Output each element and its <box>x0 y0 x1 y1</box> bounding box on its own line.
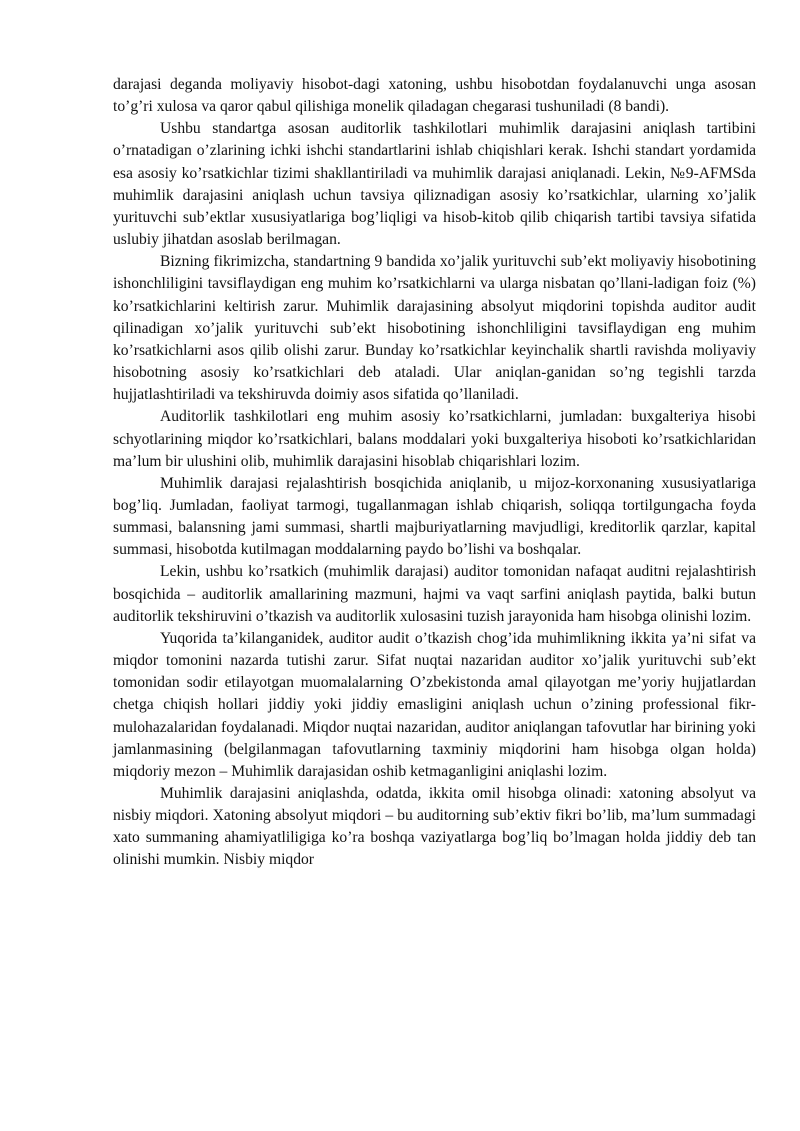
paragraph-4: Auditorlik tashkilotlari eng muhim asosiy ko’rsatkichlarni, jumladan: buxgalteriya hisobi schyotlarining miqdor ko’rsatkichlari, balans moddalari yoki buxgalteriya hisoboti ko’rsatkichlaridan ma’lum bir ulushini olib, muhimlik darajasini hisoblab chiqarishlari lozim. <box>113 408 756 470</box>
paragraph-3: Bizning fikrimizcha, standartning 9 bandida xo’jalik yurituvchi sub’ekt moliyaviy hisobotining ishonchliligini tavsiflaydigan eng muhim ko’rsatkichlarni va ularga nisbatan qo’llani-ladigan foiz (%) ko’rsatkichlarini keltirish zarur. Muhimlik darajasining absolyut miqdorini topishda auditor audit qilinadigan xo’jalik yurituvchi sub’ekt hisobotining ishonchliligini tavsiflaydigan eng muhim ko’rsatkichlarni asos qilib olishi zarur. Bunday ko’rsatkichlar keyinchalik shartli ravishda moliyaviy hisobotning asosiy ko’rsatkichlari deb ataladi. Ular aniqlan-ganidan so’ng tegishli tarzda hujjatlashtiriladi va tekshiruvda doimiy asos sifatida qo’llaniladi. <box>113 253 756 404</box>
paragraph-2: Ushbu standartga asosan auditorlik tashkilotlari muhimlik darajasini aniqlash tartibini o’rnatadigan o’zlarining ichki ishchi standartlarini ishlab chiqishlari kerak. Ishchi standart yordamida esa asosiy ko’rsatkichlar tizimi shakllantiriladi va muhimlik darajasi aniqlanadi. Lekin, №9-AFMSda muhimlik darajasini aniqlash uchun tavsiya qiliznadigan asosiy ko’rsatkichlar, ularning xo’jalik yurituvchi sub’ektlar xususiyatlariga bog’liqligi va hisob-kitob qilib chiqarish tartibi tavsiya sifatida uslubiy jihatdan asoslab berilmagan. <box>113 120 756 249</box>
paragraph-1: darajasi deganda moliyaviy hisobot-dagi xatoning, ushbu hisobotdan foydalanuvchi unga asosan to’g’ri xulosa va qaror qabul qilishiga monelik qiladagan chegarasi tushuniladi (8 bandi). <box>113 76 756 116</box>
paragraph-5: Muhimlik darajasi rejalashtirish bosqichida aniqlanib, u mijoz-korxonaning xususiyatlariga bog’liq. Jumladan, faoliyat tarmogi, tugallanmagan ishlab chiqarish, soliqqa tortilgungacha foyda summasi, balansning jami summasi, shartli majburiyatlarning mavjudligi, kreditorlik qarzlar, kapital summasi, hisobotda kutilmagan moddalarning paydo bo’lishi va boshqalar. <box>113 474 756 559</box>
paragraph-8: Muhimlik darajasini aniqlashda, odatda, ikkita omil hisobga olinadi: xatoning absolyut va nisbiy miqdori. Xatoning absolyut miqdori – bu auditorning sub’ektiv fikri bo’lib, ma’lum summadagi xato summaning ahamiyatliligiga ko’ra boshqa vaziyatlarga bog’liq bo’lmagan holda jiddiy deb tan olinishi mumkin. Nisbiy miqdor <box>113 785 756 869</box>
paragraph-7: Yuqorida ta’kilanganidek, auditor audit o’tkazish chog’ida muhimlikning ikkita ya’ni sifat va miqdor tomonini nazarda tutishi zarur. Sifat nuqtai nazaridan auditor xo’jalik yurituvchi sub’ekt tomonidan sodir etilayotgan muomalalarning O’zbekistonda amal qilayotgan me’yoriy hujjatlardan chetga chiqish hollari jiddiy yoki jiddiy emasligini aniqlash uchun o’zining professional fikr-mulohazalaridan foydalanadi. Miqdor nuqtai nazaridan, auditor aniqlangan tafovutlar har birining yoki jamlanmasining (belgilanmagan tafovutlarning taxminiy miqdorini ham hisobga olgan holda) miqdoriy mezon – Muhimlik darajasidan oshib ketmaganligini aniqlashi lozim. <box>113 629 756 780</box>
document-page <box>113 74 756 872</box>
paragraph-6: Lekin, ushbu ko’rsatkich (muhimlik darajasi) auditor tomonidan nafaqat auditni rejalashtirish bosqichida – auditorlik amallarining mazmuni, hajmi va vaqt sarfini aniqlash paytida, balki butun auditorlik tekshiruvini o’tkazish va auditorlik xulosasini tuzish jarayonida ham hisobga olinishi lozim. <box>113 563 756 625</box>
